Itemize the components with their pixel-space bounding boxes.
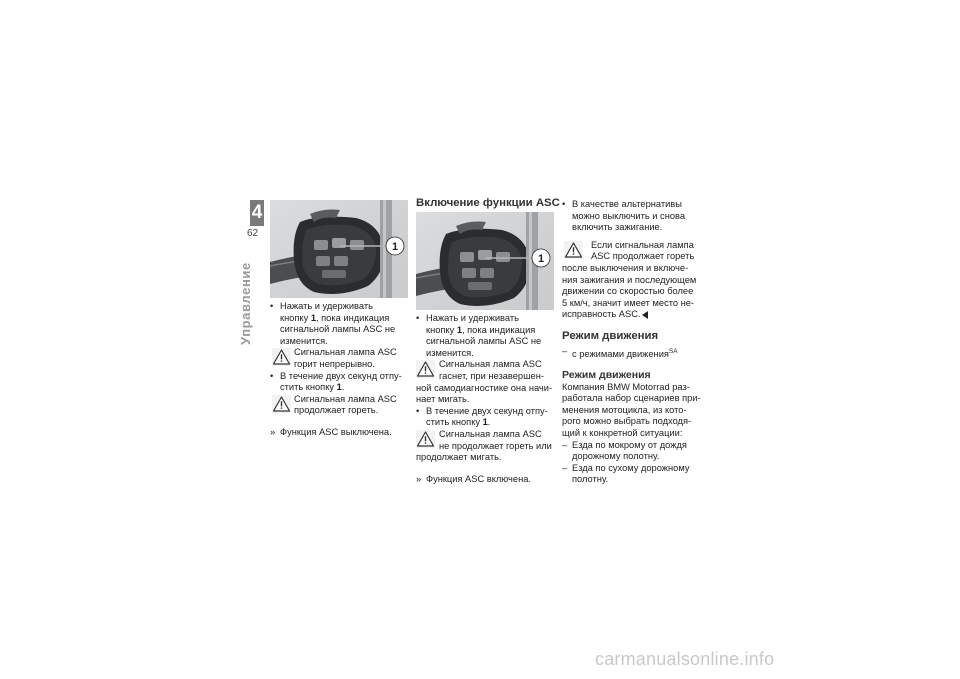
column-2 [416, 313, 556, 485]
note-triangle-icon [564, 241, 583, 259]
callout-label: 1 [537, 253, 545, 265]
list-item: – Езда по мокрому от дождя дорожному полотну. [562, 439, 687, 462]
step-item: • Нажать и удерживать кнопку 1, пока индикация сигнальной лампы ASC не изменится. [416, 313, 542, 358]
warning-triangle-icon [416, 430, 435, 448]
step-item: • Нажать и удерживать кнопку 1, пока индикация сигнальной лампы ASC не изменится. [270, 301, 396, 346]
callout-label: 1 [391, 241, 399, 253]
section-title-vertical: Управление [238, 262, 253, 345]
warning-note: Сигнальная лампа ASC не продолжает гореть или продолжает мигать. [416, 428, 552, 463]
end-marker-icon [642, 311, 648, 319]
list-item: – Езда по сухому дорожному полотну. [562, 462, 690, 485]
step-item: • В течение двух секунд отпу- стить кнопку 1. [416, 405, 548, 428]
step-item: • В качестве альтернативы можно выключить и снова включить зажигание. [562, 199, 686, 233]
handlebar-switch-photo-1 [270, 200, 408, 298]
page-number: 62 [247, 228, 259, 239]
warning-note: Сигнальная лампа ASC гаснет, при незавершен- ной самодиагностике она начи- нает мигать. [416, 359, 553, 405]
step-item: • В течение двух секунд отпу- стить кнопку 1. [270, 370, 402, 393]
column-3 [562, 199, 712, 486]
option-line: – с режимами движения$^{SA}$ [562, 345, 678, 360]
warning-note: Сигнальная лампа ASC горит непрерывно. [270, 347, 410, 370]
handlebar-illustration [270, 200, 408, 298]
result-item: » Функция ASC включена. [416, 473, 531, 484]
handlebar-switch-photo-2 [416, 212, 554, 310]
watermark-text: carmanualsonline.info [595, 649, 775, 669]
chapter-number: 4 [251, 202, 263, 223]
intro-paragraph: Компания BMW Motorrad раз- работала набор сценариев при- менения мотоцикла, из кото- рого можно выбрать подходя- щий к конкретной ситуации: [562, 381, 701, 438]
mode-heading: Режим движения [562, 329, 659, 342]
handlebar-illustration [416, 212, 554, 310]
info-note: Если сигнальная лампа ASC продолжает гореть после выключения и включе- ния зажигания и последующем движении со скоростью более 5 км/ч, значит имеет место не- исправность ASC. [562, 239, 697, 320]
warning-triangle-icon [272, 348, 291, 366]
warning-triangle-icon [416, 360, 435, 378]
warning-note: Сигнальная лампа ASC продолжает гореть. [270, 394, 410, 417]
result-item: » Функция ASC выключена. [270, 426, 392, 437]
column-1 [270, 301, 410, 439]
section-heading: Включение функции ASC [416, 197, 560, 209]
subsection-heading: Режим движения [562, 368, 651, 381]
warning-triangle-icon [272, 395, 291, 413]
